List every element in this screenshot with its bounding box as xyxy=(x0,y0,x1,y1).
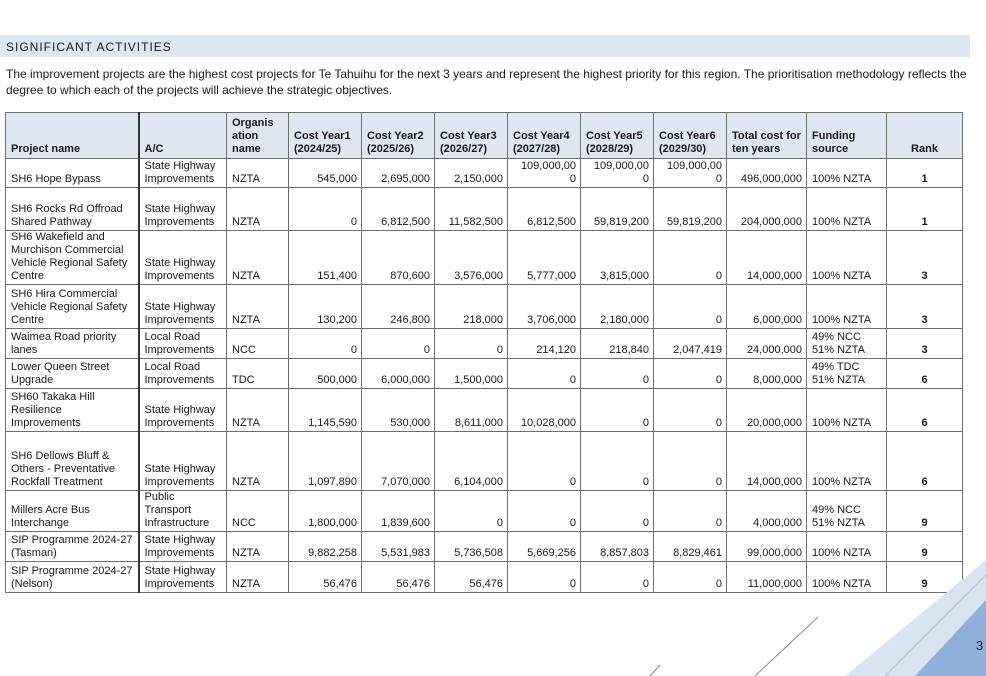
intro-paragraph: The improvement projects are the highest cost projects for Te Tahuihu for the next 3 years and represent the highest priority for this region. The prioritisation methodology reflects the degree to which each of the projects will achieve the strategic objectives. xyxy=(6,67,967,97)
cell-cost-year2: 2,695,000 xyxy=(362,159,435,188)
cell-cost-year1: 1,145,590 xyxy=(289,389,362,432)
cell-cost-year2: 56,476 xyxy=(362,562,435,593)
cell-ac: Local Road Improvements xyxy=(139,329,227,359)
cell-ac: State Highway Improvements xyxy=(139,532,227,562)
cell-cost-year2: 7,070,000 xyxy=(362,432,435,491)
cell-ac: State Highway Improvements xyxy=(139,188,227,231)
cell-cost-year6: 0 xyxy=(654,389,727,432)
cell-project-name: SIP Programme 2024-27 (Nelson) xyxy=(6,562,139,593)
cell-cost-year3: 11,582,500 xyxy=(435,188,508,231)
cell-rank: 1 xyxy=(887,159,963,188)
cell-project-name: SH6 Wakefield and Murchison Commercial Vehicle Regional Safety Centre xyxy=(6,231,139,285)
header-rank: Rank xyxy=(887,113,963,159)
cell-cost-year2: 0 xyxy=(362,329,435,359)
cell-funding-source: 49% NCC 51% NZTA xyxy=(807,329,887,359)
cell-rank: 3 xyxy=(887,329,963,359)
cell-ac: State Highway Improvements xyxy=(139,562,227,593)
cell-cost-year1: 0 xyxy=(289,329,362,359)
cell-ac: Local Road Improvements xyxy=(139,359,227,389)
cell-ac: State Highway Improvements xyxy=(139,432,227,491)
cell-project-name: SIP Programme 2024-27 (Tasman) xyxy=(6,532,139,562)
cell-ac: State Highway Improvements xyxy=(139,389,227,432)
cell-project-name: SH6 Dellows Bluff & Others - Preventative Rockfall Treatment xyxy=(6,432,139,491)
cell-total-cost: 204,000,000 xyxy=(727,188,807,231)
cell-rank: 9 xyxy=(887,532,963,562)
cell-organisation: NCC xyxy=(227,329,289,359)
cell-organisation: TDC xyxy=(227,359,289,389)
cell-total-cost: 6,000,000 xyxy=(727,285,807,329)
header-total-cost: Total cost for ten years xyxy=(727,113,807,159)
cell-cost-year5: 8,857,803 xyxy=(581,532,654,562)
cell-cost-year6: 2,047,419 xyxy=(654,329,727,359)
cell-organisation: NZTA xyxy=(227,432,289,491)
cell-cost-year2: 246,800 xyxy=(362,285,435,329)
cell-funding-source: 49% TDC 51% NZTA xyxy=(807,359,887,389)
cell-cost-year3: 0 xyxy=(435,491,508,532)
cell-cost-year3: 218,000 xyxy=(435,285,508,329)
cell-cost-year3: 2,150,000 xyxy=(435,159,508,188)
cell-rank: 3 xyxy=(887,285,963,329)
cell-funding-source: 100% NZTA xyxy=(807,188,887,231)
cell-cost-year3: 0 xyxy=(435,329,508,359)
cell-ac: State Highway Improvements xyxy=(139,159,227,188)
cell-cost-year2: 870,600 xyxy=(362,231,435,285)
cell-funding-source: 49% NCC 51% NZTA xyxy=(807,491,887,532)
cell-total-cost: 14,000,000 xyxy=(727,231,807,285)
header-cost-year4: Cost Year4 (2027/28) xyxy=(508,113,581,159)
cell-cost-year1: 1,800,000 xyxy=(289,491,362,532)
cell-project-name: SH60 Takaka Hill Resilience Improvements xyxy=(6,389,139,432)
cell-cost-year6: 0 xyxy=(654,562,727,593)
cell-cost-year5: 0 xyxy=(581,562,654,593)
cell-funding-source: 100% NZTA xyxy=(807,389,887,432)
cell-total-cost: 496,000,000 xyxy=(727,159,807,188)
cell-funding-source: 100% NZTA xyxy=(807,562,887,593)
cell-funding-source: 100% NZTA xyxy=(807,532,887,562)
header-organisation: Organis ation name xyxy=(227,113,289,159)
cell-cost-year3: 6,104,000 xyxy=(435,432,508,491)
cell-cost-year1: 1,097,890 xyxy=(289,432,362,491)
cell-cost-year2: 6,812,500 xyxy=(362,188,435,231)
cell-project-name: Waimea Road priority lanes xyxy=(6,329,139,359)
header-cost-year2: Cost Year2 (2025/26) xyxy=(362,113,435,159)
cell-cost-year4: 10,028,000 xyxy=(508,389,581,432)
cell-cost-year4: 109,000,00 0 xyxy=(508,159,581,188)
cell-cost-year3: 56,476 xyxy=(435,562,508,593)
cell-total-cost: 4,000,000 xyxy=(727,491,807,532)
cell-funding-source: 100% NZTA xyxy=(807,285,887,329)
cell-project-name: SH6 Rocks Rd Offroad Shared Pathway xyxy=(6,188,139,231)
page-number: 3 xyxy=(976,638,984,653)
cell-cost-year4: 0 xyxy=(508,491,581,532)
cell-total-cost: 11,000,000 xyxy=(727,562,807,593)
cell-cost-year3: 1,500,000 xyxy=(435,359,508,389)
cell-project-name: SH6 Hira Commercial Vehicle Regional Safety Centre xyxy=(6,285,139,329)
cell-cost-year5: 0 xyxy=(581,491,654,532)
cell-ac: State Highway Improvements xyxy=(139,231,227,285)
cell-cost-year5: 218,840 xyxy=(581,329,654,359)
cell-ac: Public Transport Infrastructure xyxy=(139,491,227,532)
header-cost-year5: Cost Year5 (2028/29) xyxy=(581,113,654,159)
cell-cost-year1: 9,882,258 xyxy=(289,532,362,562)
cell-cost-year4: 6,812,500 xyxy=(508,188,581,231)
cell-cost-year1: 545,000 xyxy=(289,159,362,188)
cell-organisation: NZTA xyxy=(227,231,289,285)
cell-cost-year5: 109,000,00 0 xyxy=(581,159,654,188)
header-cost-year1: Cost Year1 (2024/25) xyxy=(289,113,362,159)
cell-cost-year5: 0 xyxy=(581,432,654,491)
section-title: SIGNIFICANT ACTIVITIES xyxy=(6,40,172,54)
cell-funding-source: 100% NZTA xyxy=(807,432,887,491)
cell-cost-year1: 500,000 xyxy=(289,359,362,389)
cell-cost-year2: 6,000,000 xyxy=(362,359,435,389)
cell-total-cost: 99,000,000 xyxy=(727,532,807,562)
cell-funding-source: 100% NZTA xyxy=(807,231,887,285)
header-cost-year3: Cost Year3 (2026/27) xyxy=(435,113,508,159)
cell-cost-year2: 5,531,983 xyxy=(362,532,435,562)
cell-total-cost: 8,000,000 xyxy=(727,359,807,389)
cell-cost-year5: 0 xyxy=(581,389,654,432)
cell-cost-year3: 3,576,000 xyxy=(435,231,508,285)
cell-project-name: Lower Queen Street Upgrade xyxy=(6,359,139,389)
header-ac: A/C xyxy=(139,113,227,159)
cell-cost-year4: 0 xyxy=(508,359,581,389)
deco-line xyxy=(755,617,818,676)
cell-cost-year5: 2,180,000 xyxy=(581,285,654,329)
cell-cost-year5: 59,819,200 xyxy=(581,188,654,231)
cell-cost-year6: 0 xyxy=(654,432,727,491)
cell-total-cost: 24,000,000 xyxy=(727,329,807,359)
cell-cost-year5: 3,815,000 xyxy=(581,231,654,285)
cell-total-cost: 14,000,000 xyxy=(727,432,807,491)
cell-rank: 6 xyxy=(887,432,963,491)
cell-organisation: NCC xyxy=(227,491,289,532)
cell-project-name: SH6 Hope Bypass xyxy=(6,159,139,188)
cell-rank: 9 xyxy=(887,562,963,593)
cell-rank: 6 xyxy=(887,389,963,432)
cell-cost-year1: 130,200 xyxy=(289,285,362,329)
cell-cost-year4: 5,669,256 xyxy=(508,532,581,562)
cell-organisation: NZTA xyxy=(227,159,289,188)
header-funding-source: Funding source xyxy=(807,113,887,159)
cell-rank: 6 xyxy=(887,359,963,389)
cell-cost-year6: 109,000,00 0 xyxy=(654,159,727,188)
cell-organisation: NZTA xyxy=(227,285,289,329)
cell-organisation: NZTA xyxy=(227,562,289,593)
cell-cost-year3: 5,736,508 xyxy=(435,532,508,562)
cell-cost-year5: 0 xyxy=(581,359,654,389)
cell-cost-year2: 1,839,600 xyxy=(362,491,435,532)
cell-cost-year4: 0 xyxy=(508,562,581,593)
cell-organisation: NZTA xyxy=(227,188,289,231)
cell-rank: 9 xyxy=(887,491,963,532)
cell-cost-year4: 214,120 xyxy=(508,329,581,359)
cell-cost-year3: 8,611,000 xyxy=(435,389,508,432)
cell-cost-year6: 59,819,200 xyxy=(654,188,727,231)
cell-cost-year6: 0 xyxy=(654,285,727,329)
cell-total-cost: 20,000,000 xyxy=(727,389,807,432)
cell-cost-year1: 151,400 xyxy=(289,231,362,285)
cell-cost-year1: 0 xyxy=(289,188,362,231)
cell-cost-year2: 530,000 xyxy=(362,389,435,432)
header-project-name: Project name xyxy=(6,113,139,159)
cell-cost-year4: 3,706,000 xyxy=(508,285,581,329)
cell-cost-year6: 0 xyxy=(654,359,727,389)
cell-cost-year4: 5,777,000 xyxy=(508,231,581,285)
cell-project-name: Millers Acre Bus Interchange xyxy=(6,491,139,532)
cell-cost-year1: 56,476 xyxy=(289,562,362,593)
cell-cost-year6: 0 xyxy=(654,231,727,285)
cell-ac: State Highway Improvements xyxy=(139,285,227,329)
cell-cost-year6: 8,829,461 xyxy=(654,532,727,562)
cell-organisation: NZTA xyxy=(227,532,289,562)
cell-cost-year6: 0 xyxy=(654,491,727,532)
cell-funding-source: 100% NZTA xyxy=(807,159,887,188)
cell-organisation: NZTA xyxy=(227,389,289,432)
cell-rank: 3 xyxy=(887,231,963,285)
header-cost-year6: Cost Year6 (2029/30) xyxy=(654,113,727,159)
deco-line xyxy=(650,665,660,676)
cell-cost-year4: 0 xyxy=(508,432,581,491)
cell-rank: 1 xyxy=(887,188,963,231)
